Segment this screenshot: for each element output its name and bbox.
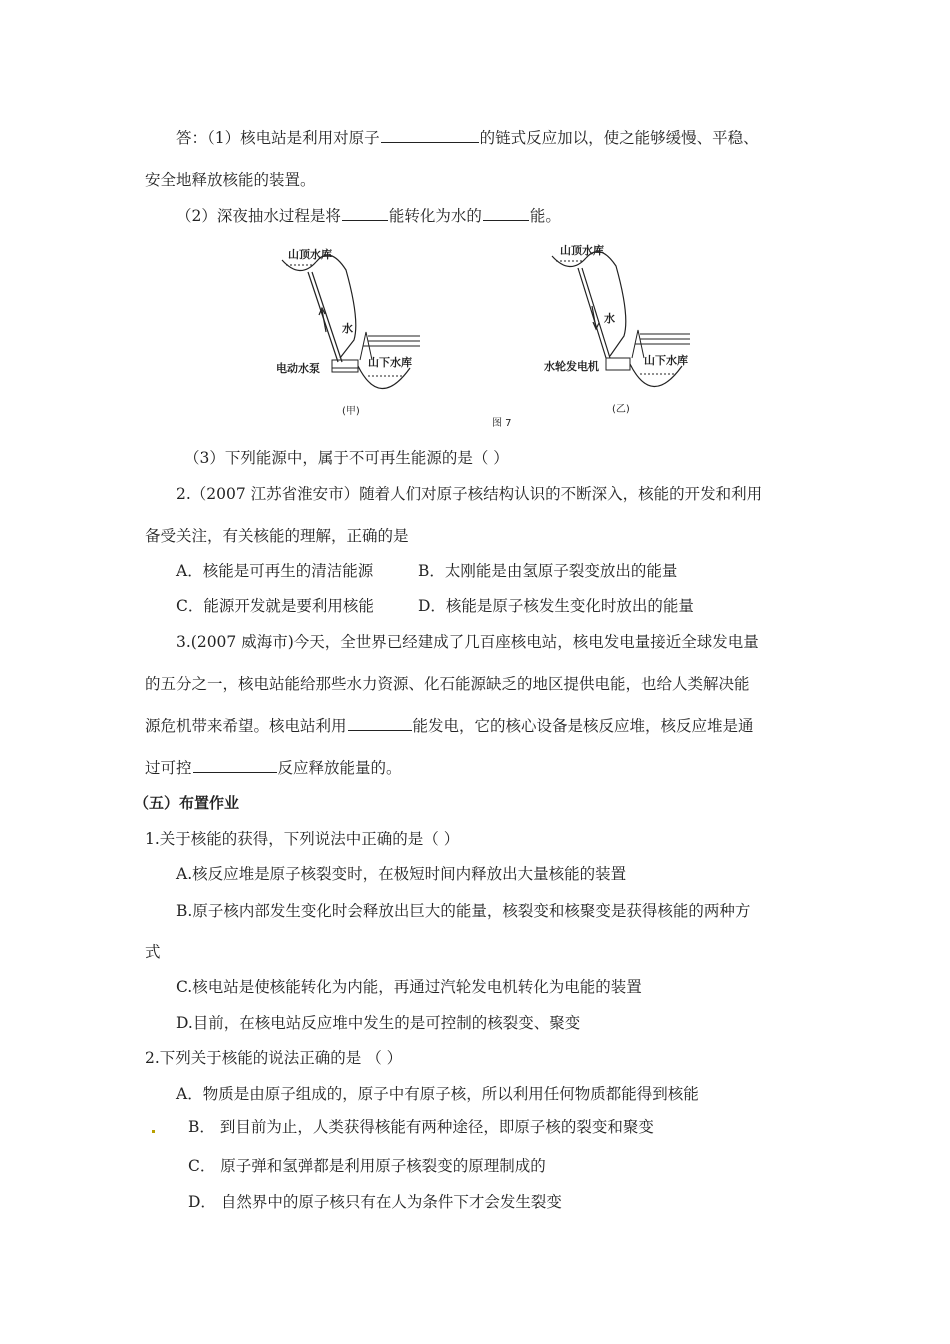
q1-part1-text-b: 的链式反应加以，使之能够缓慢、平稳、 <box>479 129 759 147</box>
q3-line1: 3.(2007 威海市)今天，全世界已经建成了几百座核电站，核电发电量接近全球发电量 <box>176 633 759 651</box>
left-pump-label: 电动水泵 <box>276 362 320 375</box>
hw2-option-a[interactable]: A．物质是由原子组成的，原子中有原子核，所以利用任何物质都能得到核能 <box>176 1085 699 1103</box>
q2-option-a[interactable]: A．核能是可再生的清洁能源 <box>176 562 374 580</box>
homework-title: （五）布置作业 <box>134 794 240 812</box>
right-bottom-label: 山下水库 <box>644 354 688 367</box>
hw2-option-b[interactable]: B． 到目前为止，人类获得核能有两种途径，即原子核的裂变和聚变 <box>188 1118 654 1136</box>
q3-line2: 的五分之一，核电站能给那些水力资源、化石能源缺乏的地区提供电能，也给人类解决能 <box>145 675 750 693</box>
answer-blank[interactable] <box>193 758 277 773</box>
hw1-stem: 1.关于核能的获得，下列说法中正确的是（ ） <box>145 830 460 848</box>
q2-stem-line1: 2.（2007 江苏省淮安市）随着人们对原子核结构认识的不断深入，核能的开发和利用 <box>176 485 763 503</box>
hw1-option-b-line2: 式 <box>145 943 161 961</box>
q3-line3-text-a: 源危机带来希望。核电站利用 <box>145 717 347 735</box>
hw1-option-c[interactable]: C.核电站是使核能转化为内能，再通过汽轮发电机转化为电能的装置 <box>176 978 642 996</box>
answer-blank[interactable] <box>342 206 388 221</box>
right-caption: (乙) <box>612 404 630 415</box>
figure-left-diagram <box>276 247 420 417</box>
hw1-option-b-line1[interactable]: B.原子核内部发生变化时会释放出巨大的能量，核裂变和核聚变是获得核能的两种方 <box>176 902 751 920</box>
q2-stem-line2: 备受关注，有关核能的理解，正确的是 <box>145 527 409 545</box>
q2-option-b[interactable]: B．太刚能是由氢原子裂变放出的能量 <box>418 562 678 580</box>
left-bottom-label: 山下水库 <box>368 356 412 369</box>
q1-part2-text-c: 能。 <box>529 207 561 225</box>
figure-7 <box>270 240 740 430</box>
q1-part2-text-b: 能转化为水的 <box>388 207 482 225</box>
q1-part3-line: （3）下列能源中，属于不可再生能源的是（ ） <box>184 449 509 467</box>
q1-part1-line1 <box>176 128 759 148</box>
left-top-label: 山顶水库 <box>288 248 332 261</box>
answer-blank[interactable] <box>348 716 412 731</box>
q2-option-d[interactable]: D．核能是原子核发生变化时放出的能量 <box>418 597 694 615</box>
left-caption: (甲) <box>342 406 360 417</box>
hw2-option-d[interactable]: D． 自然界中的原子核只有在人为条件下才会发生裂变 <box>188 1193 562 1211</box>
left-water-label: 水 <box>342 322 353 335</box>
hw2-stem: 2.下列关于核能的说法正确的是 （ ） <box>145 1049 403 1067</box>
answer-blank[interactable] <box>381 128 479 143</box>
q1-part1-line2: 安全地释放核能的装置。 <box>145 171 316 189</box>
q1-part2-text-a: （2）深夜抽水过程是将 <box>176 207 341 225</box>
q3-line4-text-a: 过可控 <box>145 759 192 777</box>
marker-dot <box>152 1130 155 1133</box>
q1-part2-line <box>176 206 561 226</box>
q2-option-c[interactable]: C．能源开发就是要利用核能 <box>176 597 374 615</box>
q3-line3 <box>145 716 754 736</box>
figure-title: 图 7 <box>492 418 512 429</box>
right-generator-label: 水轮发电机 <box>544 360 599 373</box>
answer-blank[interactable] <box>483 206 529 221</box>
hw1-option-d[interactable]: D.目前，在核电站反应堆中发生的是可控制的核裂变、聚变 <box>176 1014 581 1032</box>
right-water-label: 水 <box>604 312 615 325</box>
q3-line4-text-b: 反应释放能量的。 <box>277 759 402 777</box>
right-top-label: 山顶水库 <box>560 244 604 257</box>
q1-part1-text-a: 答：（1）核电站是利用对原子 <box>176 129 380 147</box>
hw1-option-a[interactable]: A.核反应堆是原子核裂变时，在极短时间内释放出大量核能的装置 <box>176 865 627 883</box>
hw2-option-c[interactable]: C． 原子弹和氢弹都是利用原子核裂变的原理制成的 <box>188 1157 546 1175</box>
q3-line3-text-b: 能发电，它的核心设备是核反应堆，核反应堆是通 <box>412 717 754 735</box>
figure-right-diagram <box>544 243 690 415</box>
q3-line4 <box>145 758 402 778</box>
